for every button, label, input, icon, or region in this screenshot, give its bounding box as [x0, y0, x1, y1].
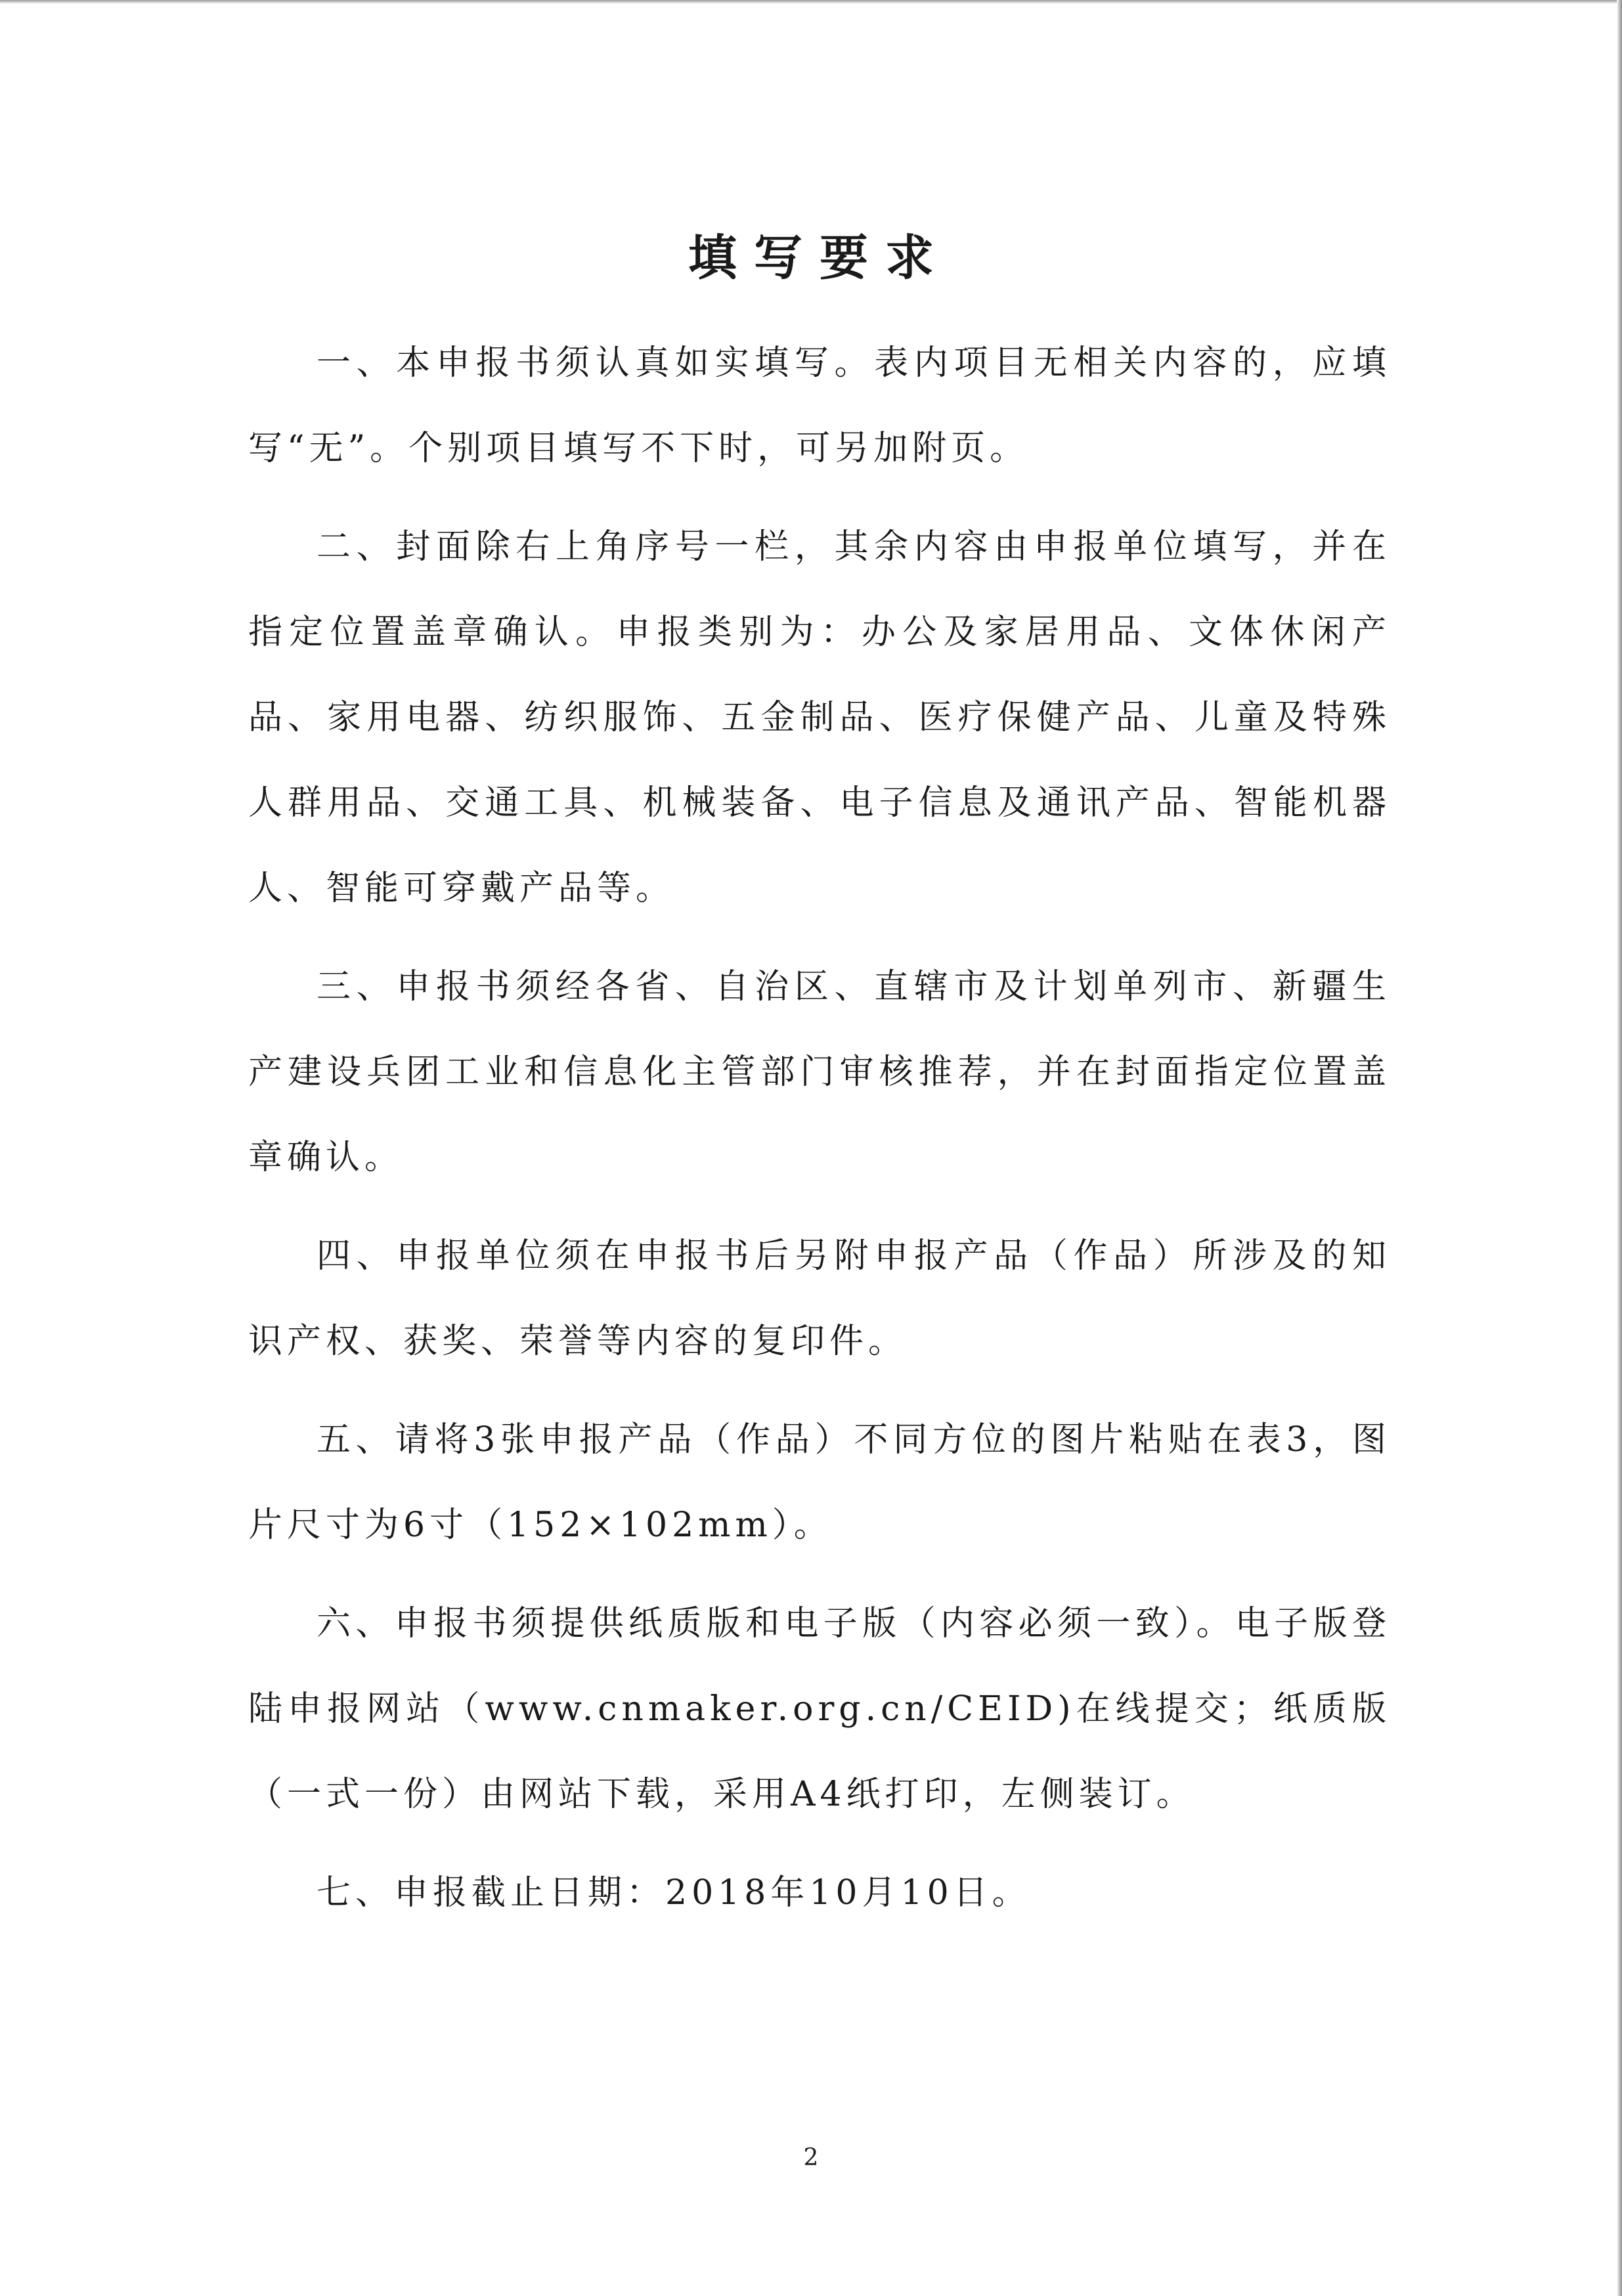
scan-edge-top [0, 0, 1622, 4]
paragraph-3: 三、申报书须经各省、自治区、直辖市及计划单列市、新疆生产建设兵团工业和信息化主管部门审核推荐，并在封面指定位置盖章确认。 [248, 967, 1391, 1177]
paragraph-1: 一、本申报书须认真如实填写。表内项目无相关内容的，应填写“无”。个别项目填写不下时，可另加附页。 [248, 343, 1391, 468]
page-number: 2 [803, 2144, 819, 2171]
paragraph-6: 六、申报书须提供纸质版和电子版（内容必须一致）。电子版登陆申报网站（www.cnmaker.org.cn/CEID)在线提交；纸质版（一式一份）由网站下载，采用A4纸打印，左侧装订。 [248, 1604, 1391, 1814]
page-title: 填写要求 [688, 230, 951, 286]
paragraph-2: 二、封面除右上角序号一栏，其余内容由申报单位填写，并在指定位置盖章确认。申报类别为：办公及家居用品、文体休闲产品、家用电器、纺织服饰、五金制品、医疗保健产品、儿童及特殊人群用品、交通工具、机械装备、电子信息及通讯产品、智能机器人、智能可穿戴产品等。 [248, 527, 1391, 908]
document-page [248, 197, 1391, 1949]
paragraph-7: 七、申报截止日期：2018年10月10日。 [317, 1873, 1031, 1913]
paragraph-5: 五、请将3张申报产品（作品）不同方位的图片粘贴在表3，图片尺寸为6寸（152×102mm）。 [248, 1420, 1391, 1545]
paragraph-4: 四、申报单位须在申报书后另附申报产品（作品）所涉及的知识产权、获奖、荣誉等内容的复印件。 [248, 1236, 1391, 1361]
scan-edge-right [1617, 0, 1622, 2296]
